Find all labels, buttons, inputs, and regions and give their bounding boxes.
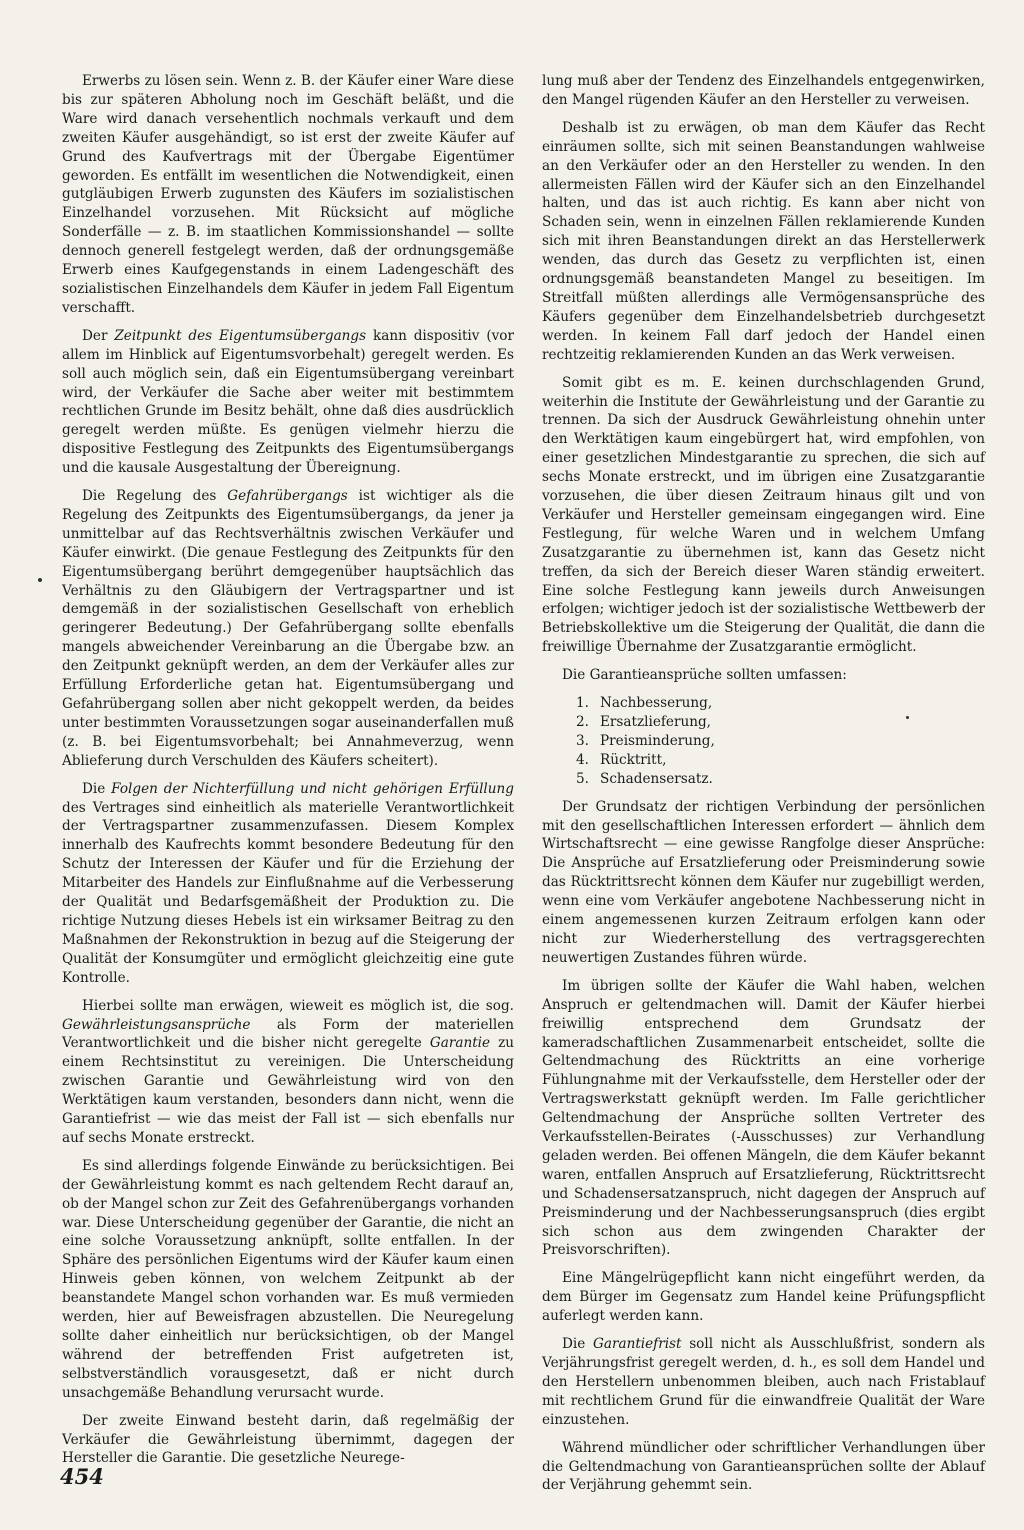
emphasized-term: Folgen der Nichterfüllung und nicht gehörigen Erfüllung	[111, 780, 514, 797]
right-column	[542, 72, 985, 1504]
paragraph	[542, 977, 985, 1261]
left-column	[62, 72, 514, 1477]
text-run: kann dispositiv (vor allem im Hinblick auf Eigentumsvorbehalt) geregelt werden. Es soll auch möglich sein, daß ein Eigentumsübergang vereinbart wird, der Verkäufer die Sache aber weiter mit bestimmtem rechtlichen Grunde im Besitz behält, ohne daß dies ausdrücklich geregelt werden müßte. Es genügen vielmehr hierzu die dispositive Festlegung des Zeitpunkts des Eigentumsübergangs und die kausale Ausgestaltung der Übereignung.	[62, 327, 514, 477]
paragraph	[542, 72, 985, 110]
list-item	[542, 732, 985, 751]
scan-speck	[38, 578, 42, 582]
paragraph	[542, 1335, 985, 1430]
list-item-label: Nachbesserung,	[600, 695, 713, 712]
text-run: Der Grundsatz der richtigen Verbindung der persönlichen mit den gesellschaftlichen Interessen erfordert — ähnlich dem Wirtschaftsrecht — eine gewisse Rangfolge dieser Ansprüche: Die Ansprüche auf Ersatzlieferung oder Preisminderung sowie das Rücktrittsrecht können dem Käufer nur zugebilligt werden, wenn eine vom Verkäufer angebotene Nachbesserung nicht in einem angemessenen kurzen Zeitraum erfolgen kann oder nicht zur Wiederherstellung des vertragsgerechten neuwertigen Zustandes führen würde.	[542, 798, 985, 966]
paragraph	[62, 487, 514, 771]
text-run: Die	[82, 780, 112, 797]
list-item-number: 2.	[576, 714, 589, 730]
right-column-top	[542, 72, 985, 685]
list-item	[542, 694, 985, 713]
paragraph	[542, 666, 985, 685]
emphasized-term: Zeitpunkt des Eigentumsübergangs	[114, 327, 367, 344]
list-item	[542, 751, 985, 770]
list-item	[542, 713, 985, 732]
claims-list	[542, 694, 985, 789]
text-run: Im übrigen sollte der Käufer die Wahl haben, welchen Anspruch er geltendmachen will. Damit der Käufer hierbei freiwillig entsprechend dem Grundsatz der kameradschaftlichen Zusammenarbeit entscheidet, sollte die Geltendmachung des Rücktritts an eine vorherige Fühlungnahme mit der Verkaufsstelle, dem Hersteller oder der Vertragswerkstatt geknüpft werden. Im Falle gerichtlicher Geltendmachung der Ansprüche sollten Vertreter des Verkaufsstellen-Beirates (-Ausschusses) zur Verhandlung geladen werden. Bei offenen Mängeln, die dem Käufer bekannt waren, entfallen Anspruch auf Ersatzlieferung, Rücktrittsrecht und Schadensersatzanspruch, nicht dagegen der Anspruch auf Preisminderung und der Nachbesserungsanspruch (dies ergibt sich schon aus dem zwingenden Charakter der Preisvorschriften).	[542, 977, 985, 1259]
text-run: Der zweite Einwand besteht darin, daß regelmäßig der Verkäufer die Gewährleistung übernimmt, dagegen der Hersteller die Garantie. Die gesetzliche Neurege-	[62, 1412, 514, 1467]
list-item-number: 4.	[576, 751, 589, 768]
page-number: 454	[60, 1464, 104, 1489]
list-item-number: 1.	[576, 695, 589, 712]
text-run: als Form der materiellen Verantwortlichkeit und die bisher nicht geregelte	[62, 1016, 514, 1052]
paragraph	[542, 1269, 985, 1326]
emphasized-term: Garantiefrist	[593, 1336, 682, 1353]
list-item-label: Rücktritt,	[600, 751, 667, 768]
list-item-number: 5.	[576, 770, 589, 787]
paragraph	[62, 997, 514, 1148]
list-item	[542, 770, 985, 789]
paragraph	[542, 119, 985, 365]
paragraph	[542, 798, 985, 968]
text-run: Die Regelung des	[82, 488, 228, 505]
text-run: ist wichtiger als die Regelung des Zeitpunkts des Eigentumsübergangs, da jener ja unmittelbar auf das Rechtsverhältnis zwischen Verkäufer und Käufer einwirkt. (Die genaue Festlegung des Zeitpunkts für den Eigentumsübergang berührt demgegenüber hauptsächlich das Verhältnis zu den Gläubigern der Vertragspartner und ist demgemäß in der sozialistischen Gesellschaft von erheblich geringerer Bedeutung.) Der Gefahrübergang sollte ebenfalls mangels abweichender Vereinbarung an die Übergabe bzw. an den Zeitpunkt geknüpft werden, an dem der Verkäufer alles zur Erfüllung Erforderliche getan hat. Eigentumsübergang und Gefahrübergang sollen aber nicht gekoppelt werden, da beides unter bestimmten Voraussetzungen sogar auseinanderfallen muß (z. B. bei Eigentumsvorbehalt; bei Annahmeverzug, wenn Ablieferung durch Verschulden des Käufers scheitert).	[62, 488, 514, 769]
scan-speck	[906, 716, 909, 719]
text-run: Hierbei sollte man erwägen, wieweit es möglich ist, die sog.	[82, 997, 514, 1014]
text-run: soll nicht als Ausschlußfrist, sondern als Verjährungsfrist geregelt werden, d. h., es soll dem Handel und den Herstellern unbenommen bleiben, auch nach Fristablauf mit rechtlichem Grund für die einwandfreie Qualität der Ware einzustehen.	[542, 1336, 985, 1428]
text-run: Deshalb ist zu erwägen, ob man dem Käufer das Recht einräumen sollte, sich mit seinen Beanstandungen wahlweise an den Verkäufer oder an den Hersteller zu wenden. In den allermeisten Fällen wird der Käufer sich an den Einzelhandel halten, und das ist auch richtig. Es kann aber nicht von Schaden sein, wenn in einzelnen Fällen reklamierende Kunden sich mit ihren Beanstandungen direkt an das Herstellerwerk wenden, das durch das Gesetz zu verpflichten ist, einen ordnungsgemäß beanstandeten Mangel zu beseitigen. Im Streitfall müßten allerdings alle Vermögensansprüche des Käufers gegenüber dem Einzelhandelsbetrieb durchgesetzt werden. In keinem Fall darf jedoch der Handel einen rechtzeitig reklamierenden Kunden an das Werk verweisen.	[542, 119, 985, 363]
text-run: Während mündlicher oder schriftlicher Verhandlungen über die Geltendmachung von Garantieansprüchen sollte der Ablauf der Verjährung gehemmt sein.	[542, 1439, 985, 1494]
emphasized-term: Gefahrübergangs	[227, 488, 348, 505]
text-run: zu einem Rechtsinstitut zu vereinigen. Die Unterscheidung zwischen Garantie und Gewährleistung wird von den Werktätigen kaum verstanden, besonders dann nicht, wenn die Garantiefrist — wie das meist der Fall ist — sich ebenfalls nur auf sechs Monate erstreckt.	[62, 1035, 514, 1146]
text-run: Die	[562, 1336, 593, 1353]
text-run: Der	[82, 327, 115, 344]
text-run: Somit gibt es m. E. keinen durchschlagenden Grund, weiterhin die Institute der Gewährleistung und der Garantie zu trennen. Da sich der Ausdruck Gewährleistung ohnehin unter den Werktätigen kaum eingebürgert hat, wird empfohlen, von einer gesetzlichen Mindestgarantie zu sprechen, die sich auf sechs Monate erstreckt, und im übrigen eine Zusatzgarantie vorzusehen, die über diesen Zeitraum hinaus gilt und von Verkäufer und Hersteller gemeinsam eingegangen wird. Eine Festlegung, für welche Waren und in welchem Umfang Zusatzgarantie zu übernehmen ist, kann das Gesetz nicht treffen, da sich der Bereich dieser Waren ständig erweitert. Eine solche Festlegung kann jeweils durch Anweisungen erfolgen; wichtiger jedoch ist der sozialistische Wettbewerb der Betriebskollektive um die Steigerung der Qualität, die dann die freiwillige Übernahme der Zusatzgarantie ermöglicht.	[542, 374, 985, 656]
paragraph	[62, 1412, 514, 1469]
emphasized-term: Gewährleistungsansprüche	[62, 1016, 251, 1033]
paragraph	[542, 1439, 985, 1496]
emphasized-term: Garantie	[429, 1035, 491, 1052]
paragraph	[542, 374, 985, 658]
paragraph	[62, 72, 514, 318]
text-run: Die Garantieansprüche sollten umfassen:	[562, 667, 847, 684]
text-run: lung muß aber der Tendenz des Einzelhandels entgegenwirken, den Mangel rügenden Käufer an den Hersteller zu verweisen.	[542, 73, 985, 108]
list-item-number: 3.	[576, 732, 589, 749]
list-item-label: Schadensersatz.	[600, 770, 713, 787]
list-item-label: Ersatzlieferung,	[600, 714, 711, 730]
text-run: Erwerbs zu lösen sein. Wenn z. B. der Käufer einer Ware diese bis zur späteren Abholung noch im Geschäft beläßt, und die Ware wird danach versehentlich nochmals verkauft und dem zweiten Käufer ausgehändigt, so ist erst der zweite Käufer auf Grund des Kaufvertrags mit der Übergabe Eigentümer geworden. Es entfällt im wesentlichen die Notwendigkeit, einen gutgläubigen Erwerb zugunsten des Käufers im sozialistischen Einzelhandel vorzusehen. Mit Rücksicht auf mögliche Sonderfälle — z. B. im staatlichen Kommissionshandel — sollte dennoch generell festgelegt werden, daß der ordnungsgemäße Erwerb eines Kaufgegenstands in einem Ladengeschäft des sozialistischen Einzelhandels dem Käufer in jedem Fall Eigentum verschafft.	[62, 73, 514, 316]
paragraph	[62, 780, 514, 988]
text-run: Eine Mängelrügepflicht kann nicht eingeführt werden, da dem Bürger im Gegensatz zum Handel keine Prüfungspflicht auferlegt werden kann.	[542, 1270, 985, 1325]
right-column-bottom	[542, 798, 985, 1496]
text-run: Es sind allerdings folgende Einwände zu berücksichtigen. Bei der Gewährleistung kommt es nach geltendem Recht darauf an, ob der Mangel schon zur Zeit des Gefahrenübergangs vorhanden war. Diese Unterscheidung gegenüber der Garantie, die nicht an eine solche Voraussetzung anknüpft, sollte entfallen. In der Sphäre des persönlichen Eigentums wird der Käufer kaum einen Hinweis geben können, von welchem Zeitpunkt ab der beanstandete Mangel schon vorhanden war. Es muß vermieden werden, hier auf Beweisfragen abzustellen. Die Neuregelung sollte daher einheitlich nur berücksichtigen, ob der Mangel während der betreffenden Frist aufgetreten ist, selbstverständlich vorausgesetzt, daß er nicht durch unsachgemäße Behandlung verursacht wurde.	[62, 1157, 514, 1401]
text-run: des Vertrages sind einheitlich als materielle Verantwortlichkeit der Vertragspartner zusammenzufassen. Diesem Komplex innerhalb des Kaufrechts kommt besondere Bedeutung für den Schutz der Interessen der Käufer und für die Erziehung der Mitarbeiter des Handels zur Einflußnahme auf die Verbesserung der Qualität und Bedarfsgemäßheit der Produktion zu. Die richtige Nutzung dieses Hebels ist ein wirksamer Beitrag zu den Maßnahmen der Rekonstruktion in bezug auf die Steigerung der Qualität der Konsumgüter und ermöglicht gleichzeitig eine gute Kontrolle.	[62, 799, 514, 986]
list-item-label: Preisminderung,	[600, 732, 715, 749]
paragraph	[62, 1157, 514, 1403]
paragraph	[62, 327, 514, 478]
